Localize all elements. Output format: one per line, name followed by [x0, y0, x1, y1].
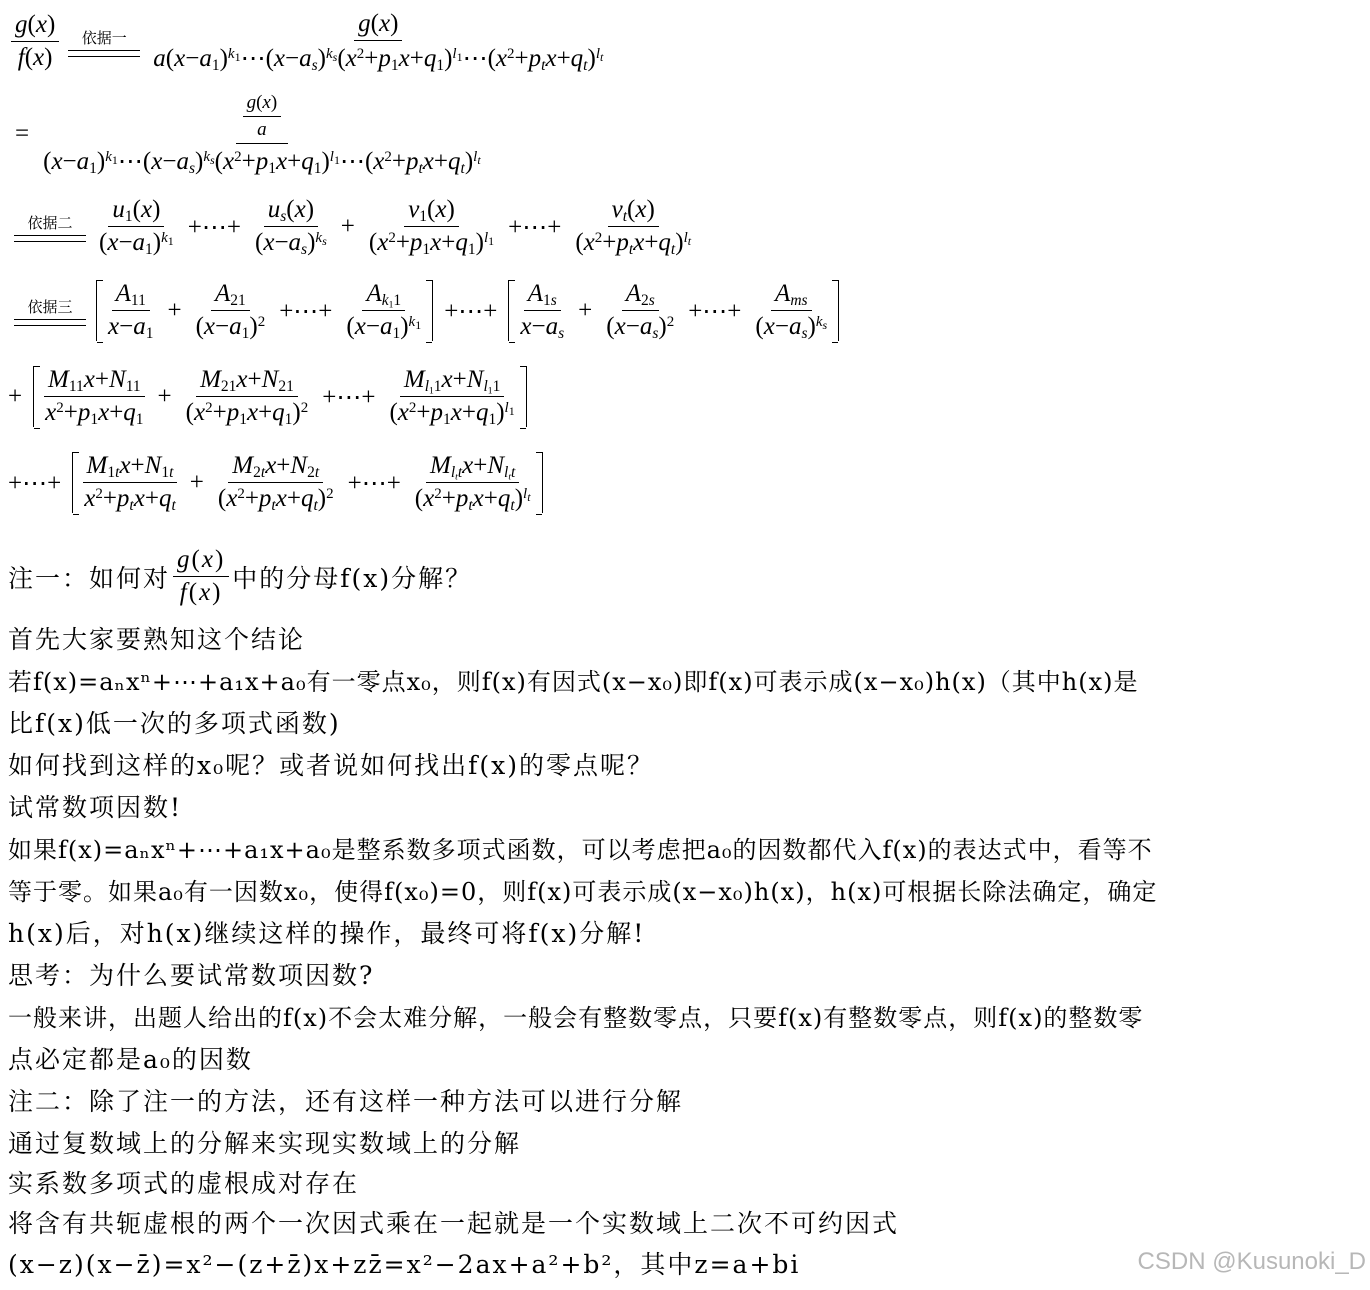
equation-row-5: + $\frac{M_{11}x+N_{11}}{x^2+p_1x+q_1}$ + $\frac{M_{21}x+N_{21}}{(x^2+p_1x+q_1)^2}$ +⋯+ $\frac{M_{l_11}x+N_{l_11}}{(x^2+p_1x+q_1)^{l_1}}$: [8, 366, 531, 427]
fraction-g-over-a: $\frac{\frac{g(x)}{a}}{(x-a_1)^{k_1}\cdots(x-a_s)^{k_s}(x^2+p_1x+q_1)^{l_1}\cdots(x^2+p_tx+q_t)^{l_t}}$: [43, 92, 481, 177]
fraction-expanded: $\frac{g(x)}{a(x-a_1)^{k_1}\cdots(x-a_s)^{k_s}(x^2+p_1x+q_1)^{l_1}\cdots(x^2+p_tx+q_t)^{l_t}}$: [153, 10, 604, 74]
basis-label-3: 依据三: [14, 296, 86, 326]
note-line-13: 通过复数域上的分解来实现实数域上的分解: [8, 1129, 522, 1158]
note-line-16: (x−z)(x−z̄)=x²−(z+z̄)x+zz̄=x²−2ax+a²+b²，其中z=a+bi: [8, 1250, 801, 1279]
note-line-14: 实系数多项式的虚根成对存在: [8, 1169, 360, 1198]
note-line-11: 点必定都是a₀的因数: [8, 1045, 253, 1074]
note-line-10: 一般来讲，出题人给出的f(x)不会太难分解，一般会有整数零点，只要f(x)有整数零点，则f(x)的整数零: [8, 1004, 1144, 1032]
note-line-12: 注二：除了注一的方法，还有这样一种方法可以进行分解: [8, 1087, 684, 1116]
csdn-watermark: CSDN @Kusunoki_D: [1137, 1248, 1366, 1275]
basis-label-2: 依据二: [14, 212, 86, 242]
note-line-1: 首先大家要熟知这个结论: [8, 625, 306, 654]
note-line-7: 等于零。如果a₀有一因数x₀，使得f(x₀)=0，则f(x)可表示成(x−x₀)h(x)，h(x)可根据长除法确定，确定: [8, 878, 1158, 906]
note-line-6: 如果f(x)=aₙxⁿ+⋯+a₁x+a₀是整系数多项式函数，可以考虑把a₀的因数都代入f(x)的表达式中，看等不: [8, 836, 1153, 864]
note-line-5: 试常数项因数!: [8, 793, 183, 822]
note-line-4: 如何找到这样的x₀呢？或者说如何找出f(x)的零点呢？: [8, 751, 654, 780]
note-line-9: 思考：为什么要试常数项因数?: [8, 961, 375, 990]
equation-row-4: 依据三 $\frac{A_{11}}{x-a_1}$ + $\frac{A_{21}}{(x-a_1)^2}$ +⋯+ $\frac{A_{k_11}}{(x-a_1)^{k_1}}$ +⋯+ $\frac{A_{1s}}{x-a_s}$ + $\frac{A_{2s}}{(x-a_s)^2}$ +⋯+ $\frac{A_{ms}}{(x-a_s)^{k_s}}$: [8, 280, 843, 341]
basis-label-1: 依据一: [68, 27, 140, 57]
note-line-2: 若f(x)=aₙxⁿ+⋯+a₁x+a₀有一零点x₀，则f(x)有因式(x−x₀)即f(x)可表示成(x−x₀)h(x)（其中h(x)是: [8, 668, 1139, 696]
equation-row-6: +⋯+ $\frac{M_{1t}x+N_{1t}}{x^2+p_tx+q_t}$ + $\frac{M_{2t}x+N_{2t}}{(x^2+p_tx+q_t)^2}$ +⋯+ $\frac{M_{l_tt}x+N_{l_tt}}{(x^2+p_tx+q_t)^{l_t}}$: [8, 452, 547, 513]
note-line-8: h(x)后，对h(x)继续这样的操作，最终可将f(x)分解!: [8, 919, 646, 948]
equation-row-2: = $\frac{\frac{g(x)}{a}}{(x-a_1)^{k_1}\cdots(x-a_s)^{k_s}(x^2+p_1x+q_1)^{l_1}\cdots(x^2+p_tx+q_t)^{l_t}}$: [8, 92, 488, 176]
equation-row-1: [8, 10, 610, 73]
note-line-15: 将含有共轭虚根的两个一次因式乘在一起就是一个实数域上二次不可约因式: [8, 1209, 900, 1238]
note-line-3: 比f(x)低一次的多项式函数): [8, 709, 341, 738]
equation-row-3: 依据二 $\frac{u_1(x)}{(x-a_1)^{k_1}}$ +⋯+ $\frac{u_s(x)}{(x-a_s)^{k_s}}$ + $\frac{v_1(x)}{(x^2+p_1x+q_1)^{l_1}}$ +⋯+ $\frac{v_t(x)}{(x^2+p_tx+q_t)^{l_t}}$: [8, 196, 698, 257]
note1-heading: 注一：如何对 $\frac{g(x)}{f(x)}$ 中的分母f(x)分解？: [8, 546, 473, 606]
fraction-g-over-f: $\frac{g(x)}{f(x)}$: [11, 11, 59, 72]
